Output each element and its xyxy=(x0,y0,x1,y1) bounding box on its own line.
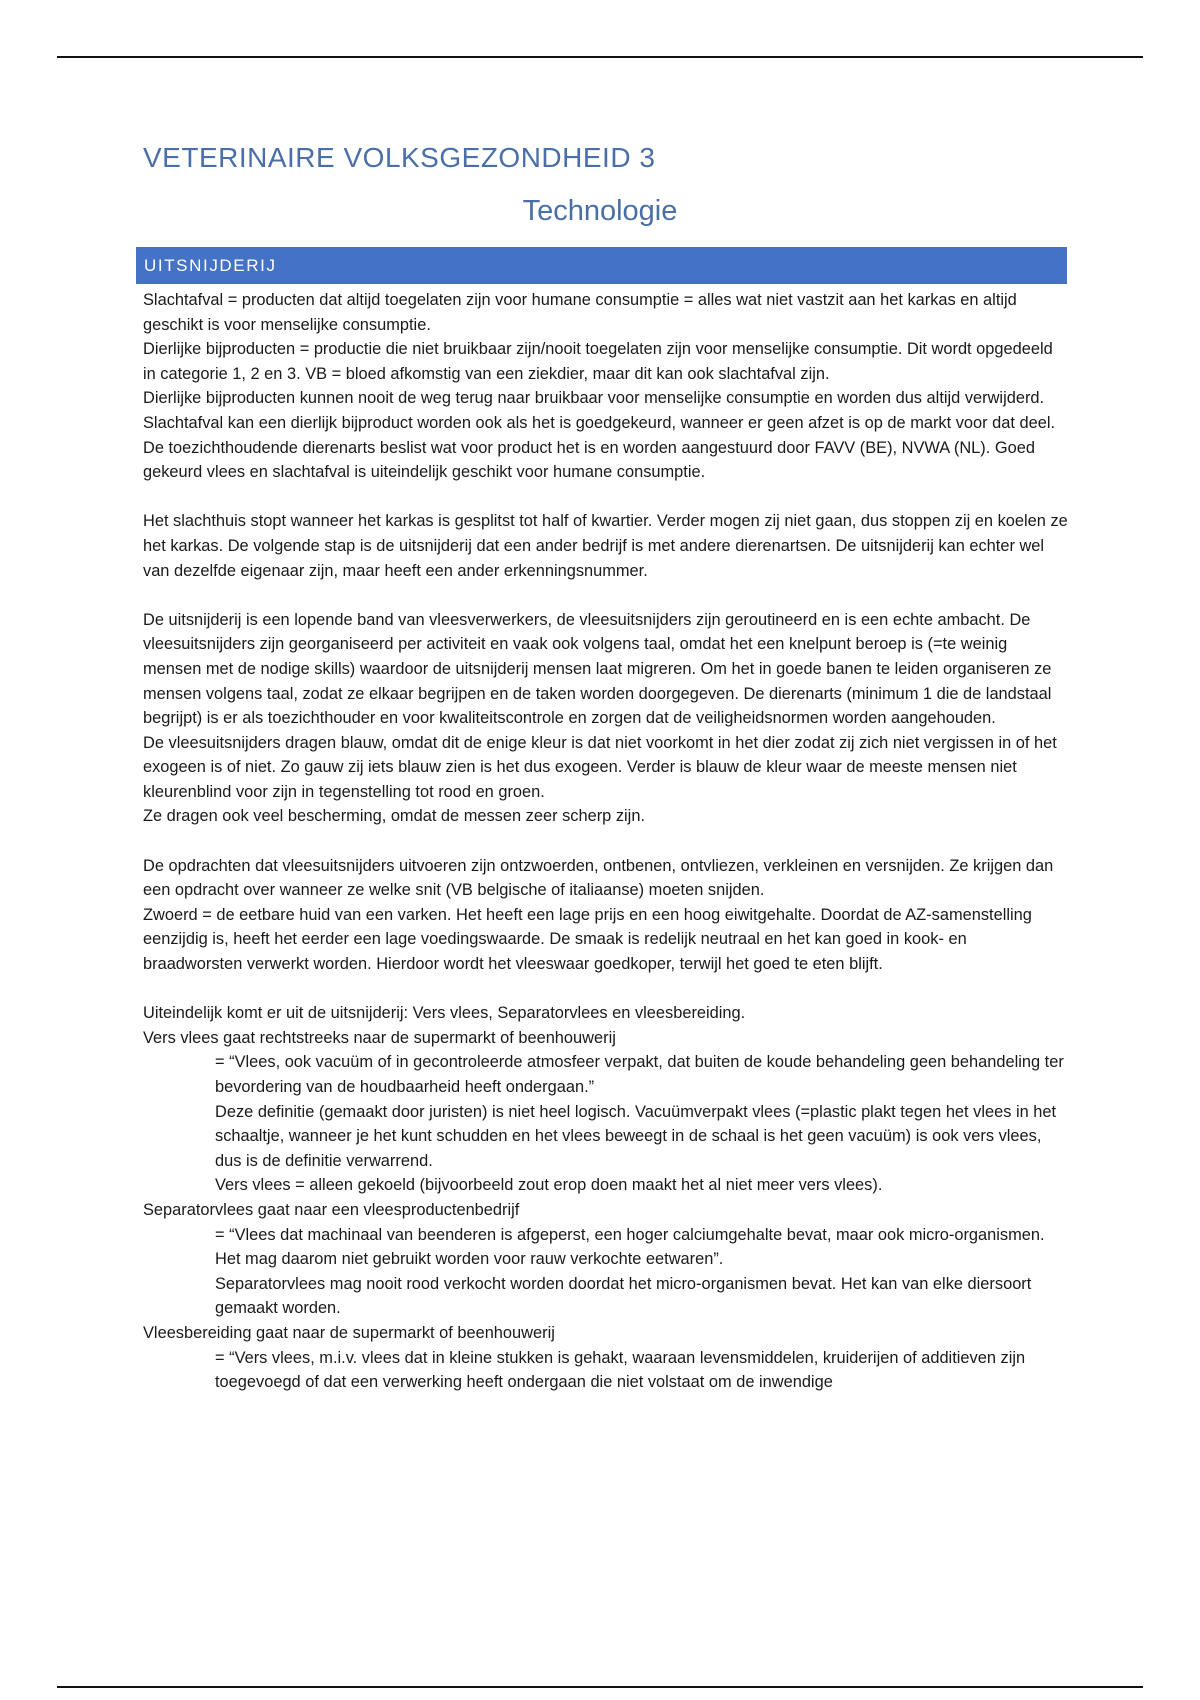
definition-paragraph: Deze definitie (gemaakt door juristen) is niet heel logisch. Vacuümverpakt vlees (=plastic plakt tegen het vlees in het schaaltje, wanneer je het kunt schudden en het vlees beweegt in de schaal is het geen vacuüm) is ook vers vlees, dus is de definitie verwarrend. xyxy=(215,1102,1057,1170)
paragraph: Ze dragen ook veel bescherming, omdat de messen zeer scherp zijn. xyxy=(143,807,645,826)
paragraph: Vleesbereiding gaat naar de supermarkt of beenhouwerij xyxy=(143,1323,555,1342)
paragraph: Vers vlees gaat rechtstreeks naar de supermarkt of beenhouwerij xyxy=(143,1028,616,1047)
paragraph: Uiteindelijk komt er uit de uitsnijderij: Vers vlees, Separatorvlees en vleesbereiding. xyxy=(143,1004,746,1023)
document-subtitle: Technologie xyxy=(522,195,678,227)
paragraph: De uitsnijderij is een lopende band van vleesverwerkers, de vleesuitsnijders zijn geroutineerd en is een echte ambacht. De vleesuitsnijders zijn georganiseerd per activiteit en vaak ook volgens taal, omdat het een knelpunt beroep is (=te weinig mensen met de nodige skills) waardoor de uitsnijderij mensen laat migreren. Om het in goede banen te leiden organiseren ze mensen volgens taal, zodat ze elkaar begrijpen en de taken worden doorgegeven. De dierenarts (minimum 1 die de landstaal begrijpt) is er als toezichthouder en voor kwaliteitscontrole en zorgen dat de veiligheidsnormen worden aangehouden. xyxy=(143,610,1052,728)
definition-paragraph: Separatorvlees mag nooit rood verkocht worden doordat het micro-organismen bevat. Het kan van elke diersoort gemaakt worden. xyxy=(215,1274,1032,1318)
document-body xyxy=(143,288,1068,1395)
paragraph: Zwoerd = de eetbare huid van een varken. Het heeft een lage prijs en een hoog eiwitgehalte. Doordat de AZ-samenstelling eenzijdig is, heeft het eerder een lage voedingswaarde. De smaak is redelijk neutraal en het kan goed in kook- en braadworsten verwerkt worden. Hierdoor wordt het vleeswaar goedkoper, terwijl het goed te eten blijft. xyxy=(143,905,1032,974)
paragraph: De opdrachten dat vleesuitsnijders uitvoeren zijn ontzwoerden, ontbenen, ontvliezen, verkleinen en versnijden. Ze krijgen dan een opdracht over wanneer ze welke snit (VB belgische of italiaanse) moeten snijden. xyxy=(143,856,1054,900)
paragraph: De toezichthoudende dierenarts beslist wat voor product het is en worden aangestuurd door FAVV (BE), NVWA (NL). Goed gekeurd vlees en slachtafval is uiteindelijk geschikt voor humane consumptie. xyxy=(143,438,1035,482)
paragraph: Slachtafval = producten dat altijd toegelaten zijn voor humane consumptie = alles wat niet vastzit aan het karkas en altijd geschikt is voor menselijke consumptie. xyxy=(143,291,1017,334)
bottom-rule xyxy=(57,1686,1143,1688)
section-heading-uitsnijderij: UITSNIJDERIJ xyxy=(136,247,1067,284)
definition-paragraph: = “Vlees dat machinaal van beenderen is afgeperst, een hoger calciumgehalte bevat, maar ook micro-organismen. Het mag daarom niet gebruikt worden voor rauw verkochte eetwaren”. xyxy=(215,1225,1045,1269)
paragraph: De vleesuitsnijders dragen blauw, omdat dit de enige kleur is dat niet voorkomt in het dier zodat zij zich niet vergissen in of het exogeen is of niet. Zo gauw zij iets blauw zien is het dus exogeen. Verder is blauw de kleur waar de meeste mensen niet kleurenblind voor zijn in tegenstelling tot rood en groen. xyxy=(143,733,1057,801)
paragraph: Het slachthuis stopt wanneer het karkas is gesplitst tot half of kwartier. Verder mogen zij niet gaan, dus stoppen zij en koelen ze het karkas. De volgende stap is de uitsnijderij dat een ander bedrijf is met andere dierenartsen. De uitsnijderij kan echter wel van dezelfde eigenaar zijn, maar heeft een ander erkenningsnummer. xyxy=(143,512,1068,580)
paragraph: Dierlijke bijproducten = productie die niet bruikbaar zijn/nooit toegelaten zijn voor menselijke consumptie. Dit wordt opgedeeld in categorie 1, 2 en 3. VB = bloed afkomstig van een ziekdier, maar dit kan ook slachtafval zijn. xyxy=(143,340,1053,383)
paragraph: Separatorvlees gaat naar een vleesproductenbedrijf xyxy=(143,1200,520,1219)
definition-paragraph: = “Vlees, ook vacuüm of in gecontroleerde atmosfeer verpakt, dat buiten de koude behandeling geen behandeling ter bevordering van de houdbaarheid heeft ondergaan.” xyxy=(215,1053,1064,1096)
definition-paragraph: Vers vlees = alleen gekoeld (bijvoorbeeld zout erop doen maakt het al niet meer vers vlees). xyxy=(215,1176,883,1195)
document-title: VETERINAIRE VOLKSGEZONDHEID 3 xyxy=(143,142,656,173)
definition-paragraph: = “Vers vlees, m.i.v. vlees dat in kleine stukken is gehakt, waaraan levensmiddelen, kruiderijen of additieven zijn toegevoegd of dat een verwerking heeft ondergaan die niet volstaat om de inwendige xyxy=(215,1348,1026,1392)
top-rule xyxy=(57,56,1143,58)
paragraph: Slachtafval kan een dierlijk bijproduct worden ook als het is goedgekeurd, wanneer er geen afzet is op de markt voor dat deel. xyxy=(143,413,1056,432)
paragraph: Dierlijke bijproducten kunnen nooit de weg terug naar bruikbaar voor menselijke consumptie en worden dus altijd verwijderd. xyxy=(143,389,1045,408)
